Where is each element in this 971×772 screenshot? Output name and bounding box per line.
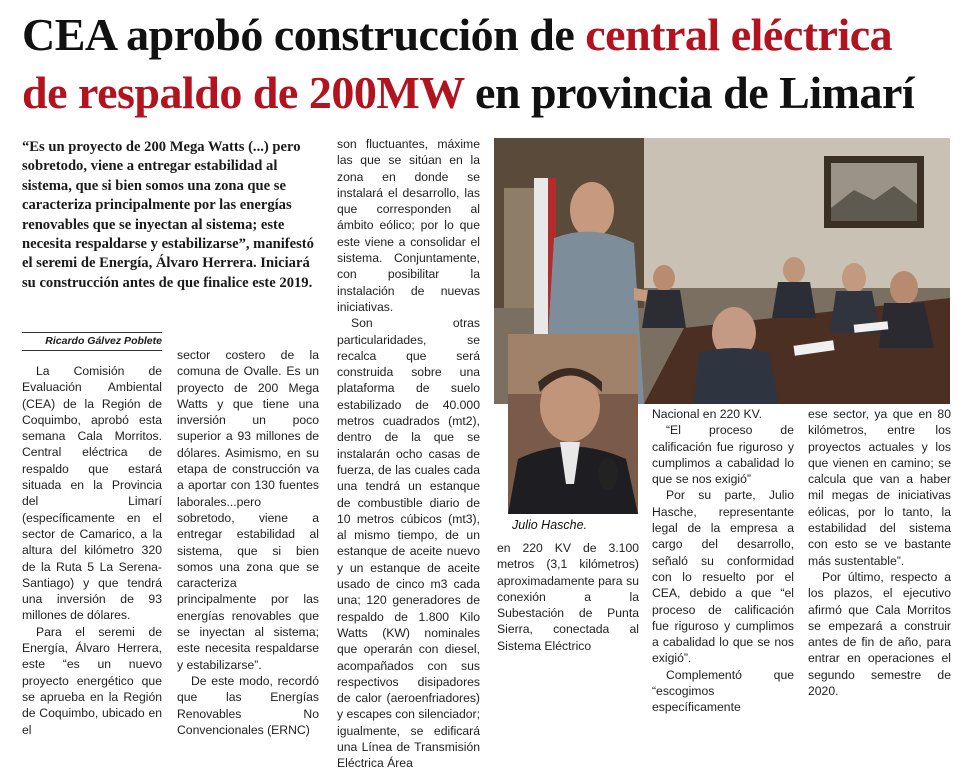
paragraph: sector costero de la comuna de Ovalle. Es un proyecto de 200 Mega Watts y que tiene una inversión un poco superior a 93 millones de dólares. Asimismo, en su etapa de construcción va a aportar con 130 fuentes laborales...pero sobretodo, viene a entregar estabilidad al sistema, que si bien somos una zona que se caracteriza principalmente por las energías renovables que se inyectan al sistema; este necesita respaldarse y estabilizarse”. — [177, 348, 319, 672]
paragraph: Complementó que “escogimos específicamente — [652, 667, 794, 715]
paragraph: De este modo, recordó que las Energías Renovables No Convencionales (ERNC) — [177, 673, 319, 737]
portrait-illustration — [508, 334, 638, 514]
paragraph: Por último, respecto a los plazos, el ejecutivo afirmó que Cala Morritos se empezará a construir antes de fin de año, para entrar en operaciones el segundo semestre de 2020. — [808, 569, 951, 699]
lead-paragraph: “Es un proyecto de 200 Mega Watts (...) pero sobretodo, viene a entregar estabilidad al sistema, que si bien somos una zona que se caracteriza principalmente por las energías renovables que se inyectan al sistema; este necesita respaldarse y estabilizarse”, manifestó el seremi de Energía, Álvaro Herrera. Iniciará su construcción antes de que finalice este 2019. — [22, 139, 314, 291]
pull-quote: “El proceso de calificación fue riguroso y cumplimos a cabalidad lo que se nos exigió” — [652, 423, 794, 487]
headline-part-1: CEA aprobó construcción de — [22, 9, 586, 60]
julio-hasche-photo-frame — [508, 334, 638, 538]
paragraph: La Comisión de Evaluación Ambiental (CEA) de la Región de Coquimbo, aprobó esta semana Cala Morritos. Central eléctrica de respaldo que estará situada en la Provincia del Limarí (específicamente en el sector de Camarico, a la altura del kilómetro 320 de la Ruta 5 La Serena-Santiago) y que tendrá una inversión de 93 millones de dólares. — [22, 364, 162, 623]
byline: Ricardo Gálvez Poblete — [22, 332, 162, 351]
paragraph: ese sector, ya que en 80 kilómetros, entre los proyectos actuales y los que vienen en camino; se calcula que van a haber mil megas de iniciativas eólicas, por lo tanto, la estabilidad del sistema con esto se ve bastante más sustentable”. — [808, 407, 951, 568]
headline-highlight-1: central eléctrica — [585, 9, 893, 60]
paragraph: son fluctuantes, máxime las que se sitúan en la zona en donde se instalará el desarrollo, las que corresponden al ámbito eólico; por lo que este viene a consolidar el sistema. Conjuntamente, con posibilitar la instalación de nuevas iniciativas. — [337, 137, 480, 314]
article-column-4-continued — [497, 540, 639, 654]
article-column-4 — [652, 406, 794, 716]
julio-hasche-photo — [508, 334, 638, 514]
paragraph: Para el seremi de Energía, Álvaro Herrera, este “es un nuevo proyecto energético que se aprueba en la Región de Coquimbo, ubicado en el — [22, 624, 162, 737]
paragraph: en 220 KV de 3.100 metros (3,1 kilómetros) aproximadamente para su conexión a la Subestación de Punta Sierra, conectada al Sistema Eléctrico — [497, 541, 639, 653]
article-column-2 — [177, 347, 319, 738]
paragraph: Son otras particularidades, se recalca que será construida sobre una plataforma de suelo estabilizado de 40.000 metros cuadrados (mt2), dentro de la que se instalarán ocho casas de fuerza, de las cuales cada una tendrá un estanque de combustible diario de 10 metros cúbicos (mt3), al mismo tiempo, de un estanque de aceite nuevo y un estanque de aceite usado de cinco m3 cada una; 120 generadores de respaldo de 1.800 Kilo Watts (KW) nominales que operarán con diesel, acompañados con sus respectivos disipadores de calor (aeroenfriadores) y escapes con silenciador; igualmente, se edificará una Línea de Transmisión Eléctrica Área — [337, 316, 480, 771]
article-column-1 — [22, 363, 162, 738]
paragraph: Nacional en 220 KV. — [652, 407, 762, 421]
photo-caption: Julio Hasche. — [512, 518, 588, 532]
article-column-3 — [337, 136, 480, 772]
headline-part-2: en provincia de Limarí — [463, 67, 915, 118]
paragraph: Por su parte, Julio Hasche, representante legal de la empresa a cargo del desarrollo, señaló su conformidad con lo resuelto por el CEA, debido a que “el proceso de calificación fue riguroso y cumplimos a cabalidad lo que se nos exigió”. — [652, 488, 794, 666]
headline — [22, 6, 962, 122]
article-column-5 — [808, 406, 951, 699]
headline-highlight-2: de respaldo de 200MW — [22, 67, 464, 118]
